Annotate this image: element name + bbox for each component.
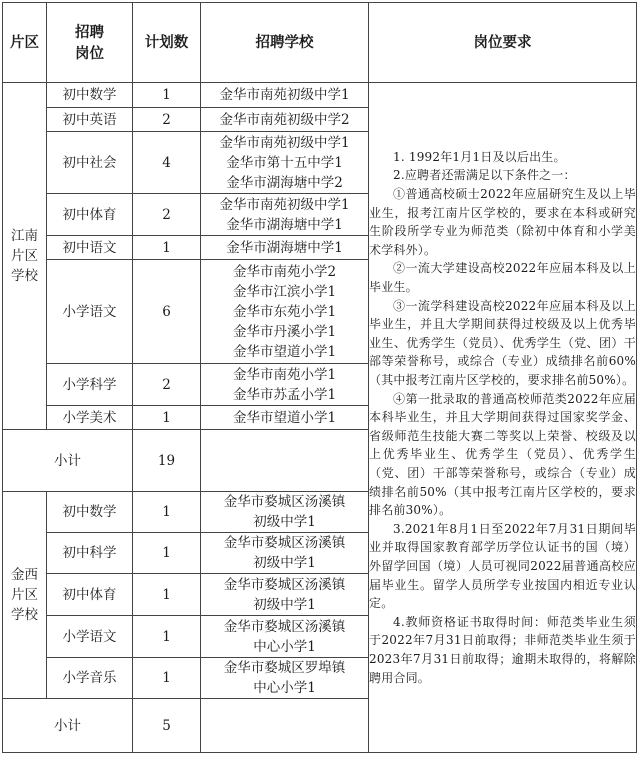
position-cell: 小学科学 [47,364,133,406]
header-position: 招聘岗位 [47,3,133,83]
position-cell: 初中数学 [47,83,133,108]
plan-cell: 2 [133,194,201,236]
region-jiangnan: 江南片区学校 [3,83,47,430]
position-cell: 初中科学 [47,533,133,574]
requirement-item: 1. 1992年1月1日及以后出生。 [393,149,566,164]
plan-cell: 1 [133,533,201,574]
plan-cell: 4 [133,132,201,194]
position-cell: 小学音乐 [47,658,133,699]
recruitment-table [2,2,637,753]
header-region: 片区 [3,3,47,83]
requirement-item: ③一流学科建设高校2022年应届本科及以上毕业生，并且大学期间获得过校级及以上优秀毕业生、优秀学生（党员）、优秀学生（党、团）干部等荣誉称号，或综合（专业）成绩排名前60%（其中报考江南片区学校的，要求排名前50%）。 [369,298,636,388]
plan-cell: 1 [133,83,201,108]
school-cell: 金华市南苑初级中学1 金华市湖海塘中学1 [201,194,369,236]
requirement-item: ②一流大学建设高校2022年应届本科及以上毕业生。 [369,261,636,295]
subtotal-label: 小计 [3,699,133,753]
header-plan: 计划数 [133,3,201,83]
position-cell: 初中体育 [47,194,133,236]
position-cell: 小学语文 [47,616,133,658]
school-cell: 金华市湖海塘中学1 [201,236,369,260]
plan-cell: 1 [133,236,201,260]
plan-cell: 1 [133,406,201,430]
position-cell: 初中数学 [47,492,133,533]
school-cell: 金华市南苑小学2 金华市江滨小学1 金华市东苑小学1 金华市丹溪小学1 金华市望道小学1 [201,260,369,364]
position-cell: 初中社会 [47,132,133,194]
plan-cell: 1 [133,616,201,658]
school-cell: 金华市南苑初级中学1 金华市第十五中学1 金华市湖海塘中学2 [201,132,369,194]
empty-cell [201,430,369,492]
subtotal-value: 5 [133,699,201,753]
header-school: 招聘学校 [201,3,369,83]
plan-cell: 2 [133,364,201,406]
position-cell: 初中体育 [47,574,133,616]
plan-cell: 2 [133,108,201,132]
school-cell: 金华市望道小学1 [201,406,369,430]
requirement-item: 3.2021年8月1日至2022年7月31日期间毕业并取得国家教育部学历学位认证书的国（境）外留学回国（境）人员可视同2022届普通高校应届毕业生。留学人员所学专业按国内相近专业认定。 [369,521,636,611]
header-requirements: 岗位要求 [369,3,637,83]
school-cell: 金华市婺城区汤溪镇 初级中学1 [201,533,369,574]
school-cell: 金华市婺城区汤溪镇 初级中学1 [201,574,369,616]
requirement-item: 2.应聘者还需满足以下条件之一： [393,168,576,183]
subtotal-label: 小计 [3,430,133,492]
region-jinxi: 金西片区学校 [3,492,47,699]
position-cell: 初中英语 [47,108,133,132]
school-cell: 金华市婺城区汤溪镇 初级中学1 [201,492,369,533]
requirements-cell [369,83,637,753]
position-cell: 小学语文 [47,260,133,364]
school-cell: 金华市南苑小学1 金华市苏孟小学1 [201,364,369,406]
table-row [3,83,637,108]
empty-cell [201,699,369,753]
school-cell: 金华市婺城区汤溪镇 中心小学1 [201,616,369,658]
school-cell: 金华市婺城区罗埠镇 中心小学1 [201,658,369,699]
plan-cell: 1 [133,492,201,533]
school-cell: 金华市南苑初级中学2 [201,108,369,132]
position-cell: 小学美术 [47,406,133,430]
requirement-item: ①普通高校硕士2022年应届研究生及以上毕业生，报考江南片区学校的，要求在本科或研究生阶段所学专业为师范类（除初中体育和小学美术学科外）。 [369,187,636,257]
plan-cell: 1 [133,574,201,616]
position-cell: 初中语文 [47,236,133,260]
requirement-item: 4.教师资格证书取得时间：师范类毕业生须于2022年7月31日前取得；非师范类毕业生须于2023年7月31日前取得；逾期未取得的，将解除聘用合同。 [369,614,636,685]
plan-cell: 1 [133,658,201,699]
requirement-item: ④第一批录取的普通高校师范类2022年应届本科毕业生，并且大学期间获得过国家奖学金、省级师范生技能大赛二等奖以上荣誉、校级及以上优秀毕业生、优秀学生（党员）、优秀学生（党、团）干部等荣誉称号，或综合（专业）成绩排名前50%（其中报考江南片区学校的，要求排名前30%）。 [369,391,636,518]
plan-cell: 6 [133,260,201,364]
school-cell: 金华市南苑初级中学1 [201,83,369,108]
subtotal-value: 19 [133,430,201,492]
